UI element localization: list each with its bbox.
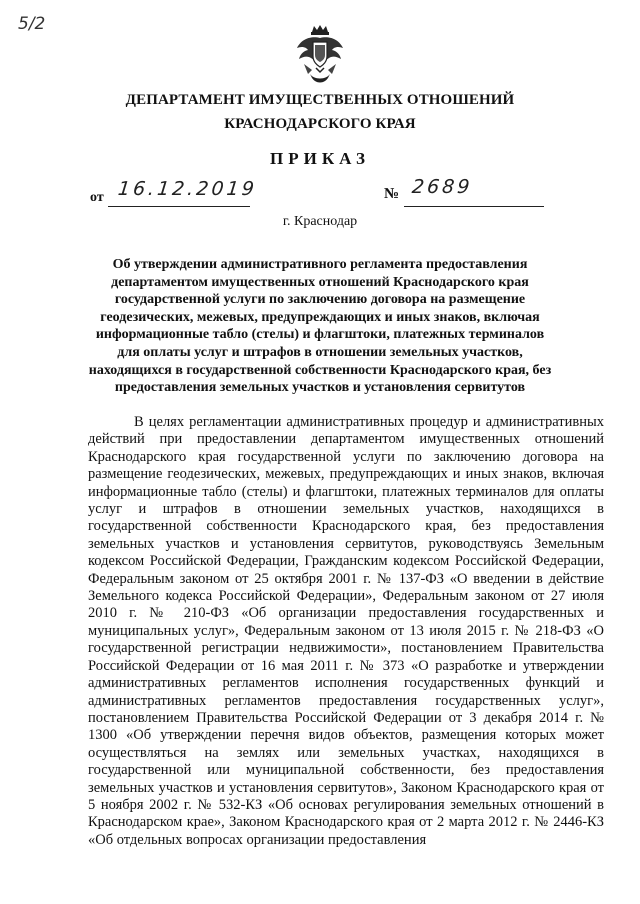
coat-of-arms-emblem: [294, 24, 346, 86]
department-name-line1: ДЕПАРТАМЕНТ ИМУЩЕСТВЕННЫХ ОТНОШЕНИЙ: [125, 92, 515, 108]
number-label: №: [384, 186, 400, 202]
handwritten-corner-note: 5/2: [18, 14, 46, 34]
number-underline: [404, 206, 544, 207]
handwritten-date: 16.12.2019: [116, 178, 258, 200]
order-body-paragraph: В целях регламентации административных процедур и административных действий при предоставлении департаментом имущественных отношений Краснодарского края государственной услуги по заключению договора на размещение геодезических, межевых, предупреждающих и иных знаков, включая информационные табло (стелы) и флагштоки, платежных терминалов для оплаты услуг и штрафов в отношении земельных участков, находящихся в государственной собственности Краснодарского края, без предоставления земельных участков и установления сервитутов, руководствуясь Земельным кодексом Российской Федерации, Гражданским кодексом Российской Федерации, Федеральным законом от 25 октября 2001 г. № 137-ФЗ «О введении в действие Земельного кодекса Российской Федерации», Федеральным законом от 27 июля 2010 г. № 210-ФЗ «Об организации предоставления государственных и муниципальных услуг», Федеральным законом от 13 июля 2015 г. № 218-ФЗ «О государственной регистрации недвижимости», постановлением Правительства Российской Федерации от 16 мая 2011 г. № 373 «О разработке и утверждении административных регламентов исполнения государственных функций и административных регламентов предоставления государственных услуг», постановлением Правительства Российской Федерации от 3 декабря 2014 г. № 1300 «Об утверждении перечня видов объектов, размещения которых может осуществляться на землях или земельных участках, находящихся в государственной или муниципальной собственности, без предоставления земельных участков и установления сервитутов», Законом Краснодарского края от 5 ноября 2002 г. № 532-КЗ «Об основах регулирования земельных отношений в Краснодарском крае», Законом Краснодарского края от 2 марта 2012 г. № 2446-КЗ «Об отдельных вопросах организации предоставления: [88, 414, 604, 848]
department-name-line2: КРАСНОДАРСКОГО КРАЯ: [224, 116, 416, 132]
city-name: г. Краснодар: [282, 214, 358, 229]
document-type-title: ПРИКАЗ: [270, 149, 370, 168]
handwritten-number: 2689: [410, 176, 474, 198]
date-label: от: [90, 190, 104, 205]
order-subject-heading: Об утверждении административного регламента предоставления департаментом имущественных отношений Краснодарского края государственной услуги по заключению договора на размещение геодезических, межевых, предупреждающих и иных знаков, включая информационные табло (стелы) и флагштоки, платежных терминалов для оплаты услуг и штрафов в отношении земельных участков, находящихся в государственной собственности Краснодарского края, без предоставления земельных участков и установления сервитутов: [88, 257, 552, 396]
date-underline: [108, 206, 250, 207]
